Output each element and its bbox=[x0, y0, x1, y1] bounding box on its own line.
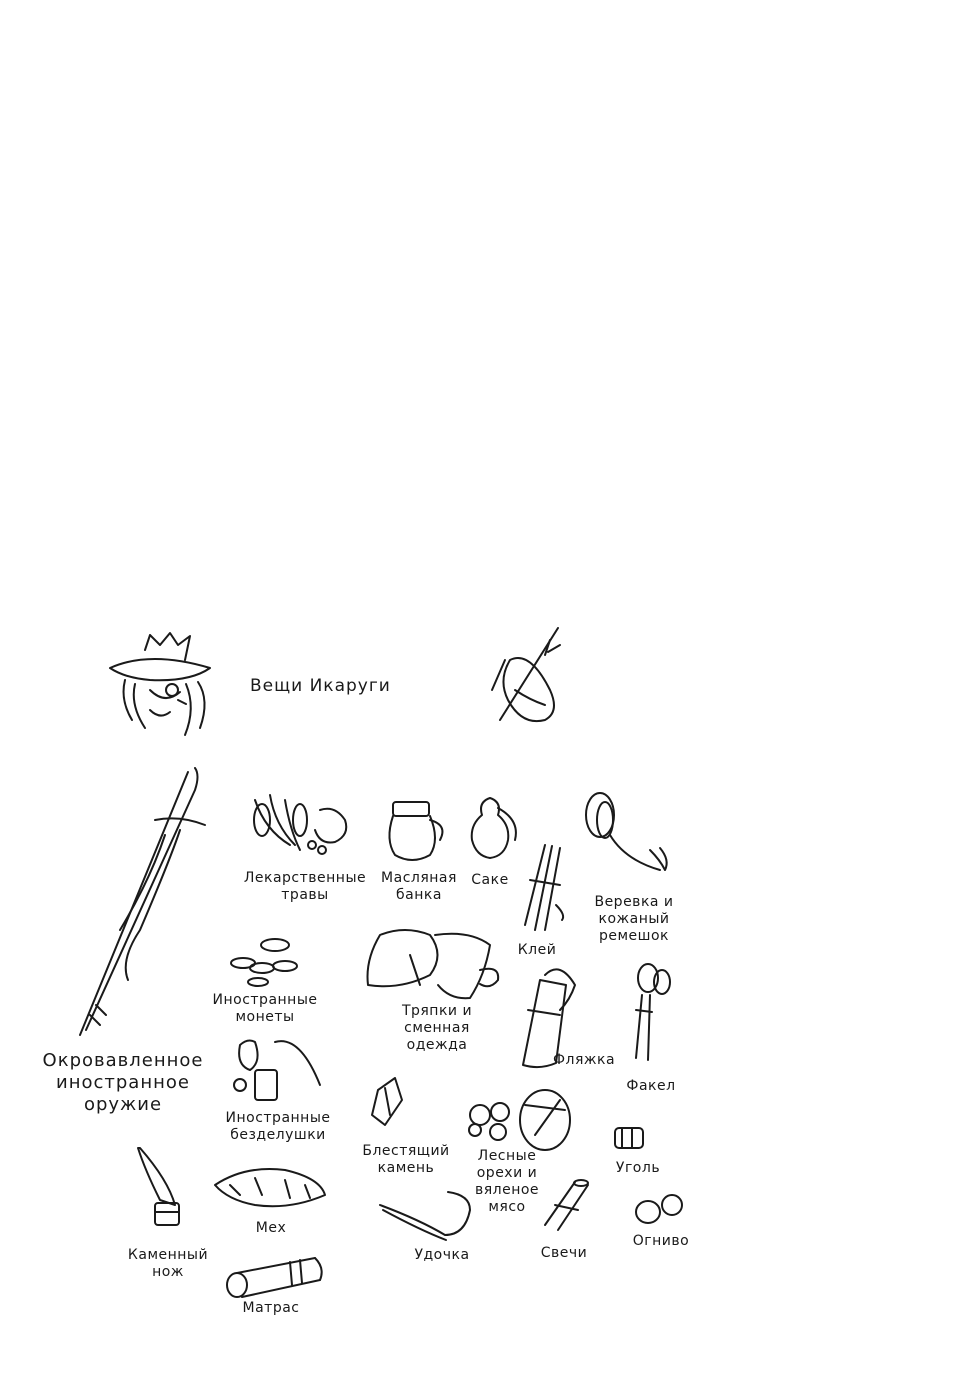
nuts-meat-icon bbox=[469, 1090, 570, 1150]
shiny-stone-icon bbox=[372, 1078, 402, 1125]
label-oil-jar: Масляная банка bbox=[381, 870, 457, 903]
glue-icon bbox=[525, 845, 563, 930]
candles-icon bbox=[545, 1180, 588, 1230]
herbs-icon bbox=[254, 795, 346, 854]
label-coal: Уголь bbox=[615, 1160, 661, 1176]
label-fur: Мех bbox=[255, 1220, 287, 1236]
label-mattress: Матрас bbox=[242, 1300, 300, 1316]
label-nuts: Лесные орехи и вяленое мясо bbox=[474, 1148, 540, 1215]
character-portrait-icon bbox=[110, 633, 210, 735]
label-herbs: Лекарственные травы bbox=[243, 870, 367, 903]
label-stone: Блестящий камень bbox=[362, 1143, 450, 1176]
rags-clothes-icon bbox=[368, 930, 499, 998]
label-weapon: Окровавленное иностранное оружие bbox=[42, 1050, 204, 1115]
mattress-icon bbox=[227, 1258, 322, 1297]
label-stone-knife: Каменный нож bbox=[127, 1247, 209, 1280]
torch-icon bbox=[636, 964, 670, 1060]
flint-icon bbox=[636, 1195, 682, 1223]
rope-icon bbox=[586, 793, 667, 870]
label-flask: Фляжка bbox=[552, 1052, 616, 1068]
page-title: Вещи Икаруги bbox=[250, 676, 391, 696]
label-rope: Веревка и кожаный ремешок bbox=[594, 894, 674, 944]
oil-jar-icon bbox=[389, 802, 442, 860]
label-rags: Тряпки и сменная одежда bbox=[401, 1003, 473, 1053]
label-torch: Факел bbox=[626, 1078, 676, 1094]
stone-knife-icon bbox=[138, 1148, 179, 1225]
fishing-rod-icon bbox=[380, 1192, 470, 1240]
coins-icon bbox=[231, 939, 297, 986]
sword-bundle-icon bbox=[492, 628, 560, 721]
label-coins: Иностранные монеты bbox=[212, 992, 318, 1025]
trinkets-icon bbox=[234, 1041, 320, 1100]
fur-icon bbox=[215, 1169, 325, 1206]
label-glue: Клей bbox=[517, 942, 557, 958]
label-fishing-rod: Удочка bbox=[414, 1247, 470, 1263]
label-flint: Огниво bbox=[632, 1233, 690, 1249]
label-sake: Саке bbox=[471, 872, 509, 888]
coal-icon bbox=[615, 1128, 643, 1148]
label-candles: Свечи bbox=[540, 1245, 588, 1261]
sword-icon bbox=[80, 768, 205, 1035]
sake-gourd-icon bbox=[472, 798, 516, 858]
label-trinkets: Иностранные безделушки bbox=[225, 1110, 331, 1143]
